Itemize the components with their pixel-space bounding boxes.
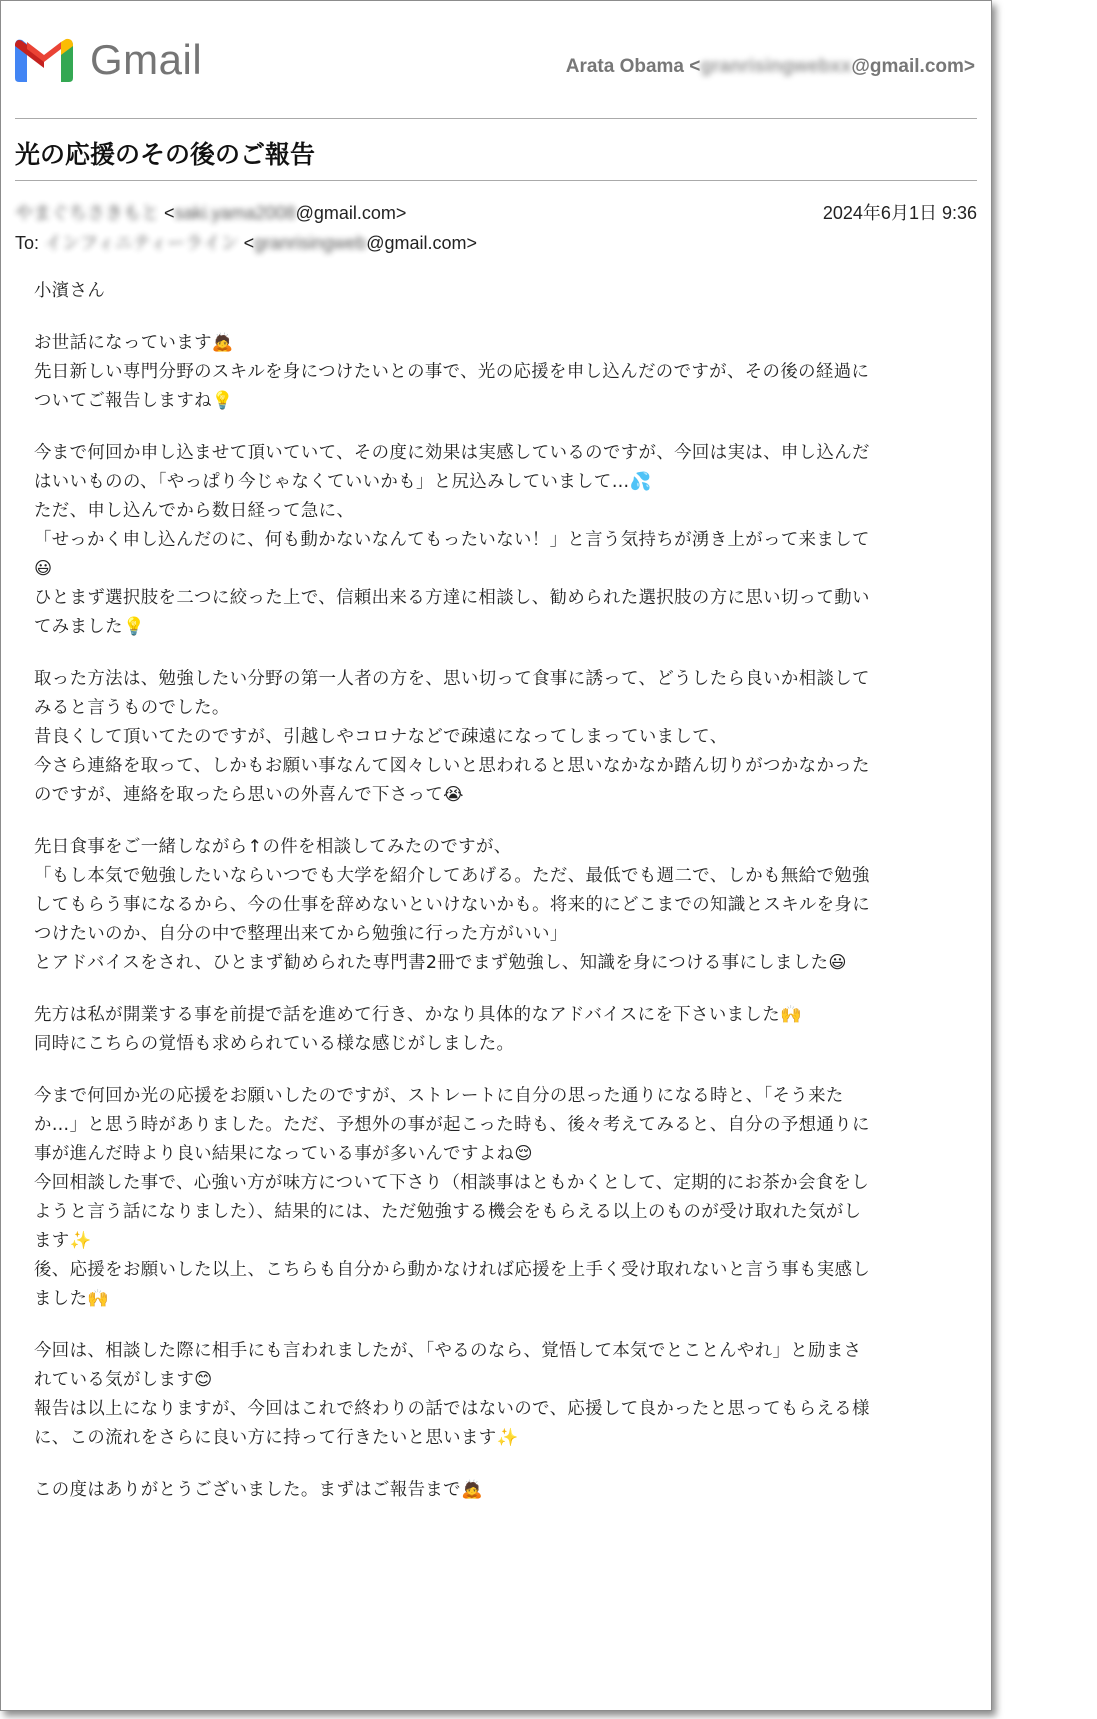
sender-name-redacted: やまぐちさきもと <box>15 203 159 223</box>
account-name: Arata Obama <box>565 56 685 77</box>
recipient-email-domain: @gmail.com> <box>366 233 478 253</box>
body-line: この度はありがとうございました。まずはご報告まで🙇 <box>34 1480 484 1500</box>
body-line: 今まで何回か申し込ませて頂いていて、その度に効果は実感しているのですが、今回は実は、申し込んだ <box>34 443 870 463</box>
body-line: ます✨ <box>34 1231 92 1251</box>
body-line: 今さら連絡を取って、しかもお願い事なんて図々しいと思われると思いなかなか踏ん切りがつかなかった <box>34 756 870 776</box>
body-line: 取った方法は、勉強したい分野の第一人者の方を、思い切って食事に誘って、どうしたら良いか相談して <box>34 669 870 689</box>
body-line: 今回相談した事で、心強い方が味方について下さり（相談事はともかくとして、定期的にお茶か会食をし <box>34 1173 870 1193</box>
body-line: つけたいのか、自分の中で整理出来てから勉強に行った方がいい」 <box>34 924 568 944</box>
body-line: 事が進んだ時より良い結果になっている事が多いんですよね😌 <box>34 1144 533 1164</box>
body-line: れている気がします😊 <box>34 1370 213 1390</box>
body-line: 後、応援をお願いした以上、こちらも自分から動かなければ応援を上手く受け取れないと言う事も実感し <box>34 1260 871 1280</box>
body-line <box>34 810 964 833</box>
body-line: 昔良くして頂いてたのですが、引越しやコロナなどで疎遠になってしまっていまして、 <box>34 727 728 747</box>
body-line: みると言うものでした。 <box>34 698 230 718</box>
body-line: 報告は以上になりますが、今回はこれで終わりの話ではないので、応援して良かったと思ってもらえる様 <box>34 1399 870 1419</box>
body-line <box>34 306 964 329</box>
body-line: 「せっかく申し込んだのに、何も動かないなんてもったいない！」と言う気持ちが湧き上がって来まして <box>34 530 870 550</box>
body-line: 先方は私が開業する事を前提で話を進めて行き、かなり具体的なアドバイスにを下さいました🙌 <box>34 1005 803 1025</box>
body-line: ついてご報告しますね💡 <box>34 391 234 411</box>
body-line: 今回は、相談した際に相手にも言われましたが、「やるのなら、覚悟して本気でとことんやれ」と励まさ <box>34 1341 862 1361</box>
body-line: とアドバイスをされ、ひとまず勧められた専門書2冊でまず勉強し、知識を身につける事にしました😃 <box>34 953 847 973</box>
recipient-email-prefix: < <box>238 233 255 253</box>
body-line <box>34 1453 964 1476</box>
sender-email-redacted: saki.yama2008 <box>174 203 296 223</box>
recipient-line <box>15 229 477 255</box>
body-line: ようと言う話になりました）、結果的には、ただ勉強する機会をもらえる以上のものが受け取れた気がし <box>34 1202 862 1222</box>
body-line <box>34 642 964 665</box>
body-line: ひとまず選択肢を二つに絞った上で、信頼出来る方達に相談し、勧められた選択肢の方に思い切って動い <box>34 588 870 608</box>
sender-line <box>15 199 406 225</box>
body-line <box>34 416 964 439</box>
email-body <box>34 277 964 1505</box>
body-line <box>34 1059 964 1082</box>
divider <box>15 180 977 181</box>
body-line: のですが、連絡を取ったら思いの外喜んで下さって😭 <box>34 785 464 805</box>
account-email-domain: @gmail.com> <box>851 56 975 77</box>
body-line: してもらう事になるから、今の仕事を辞めないといけないかも。将来的にどこまでの知識とスキルを身に <box>34 895 870 915</box>
body-line: 😃 <box>34 559 53 579</box>
body-line: 同時にこちらの覚悟も求められている様な感じがしました。 <box>34 1034 515 1054</box>
body-line: ただ、申し込んでから数日経って急に、 <box>34 501 355 521</box>
body-line: お世話になっています🙇 <box>34 333 234 353</box>
body-line <box>34 1314 964 1337</box>
body-line <box>34 978 964 1001</box>
body-line: てみました💡 <box>34 617 146 637</box>
recipient-email-redacted: granrisingweb <box>254 233 367 253</box>
to-label: To: <box>15 233 40 253</box>
gmail-wordmark: Gmail <box>90 36 203 83</box>
divider <box>15 118 977 119</box>
body-line: ました🙌 <box>34 1289 110 1309</box>
gmail-m-icon <box>15 38 73 82</box>
body-line: 「もし本気で勉強したいならいつでも大学を紹介してあげる。ただ、最低でも週二で、しかも無給で勉強 <box>34 866 870 886</box>
account-header <box>566 56 975 78</box>
recipient-name-redacted: インフィニティーライン <box>44 233 239 253</box>
gmail-logo <box>15 37 202 83</box>
body-line: か…」と思う時がありました。ただ、予想外の事が起こった時も、後々考えてみると、自分の予想通りに <box>34 1115 870 1135</box>
email-date: 2024年6月1日 9:36 <box>822 203 977 223</box>
body-line: 今まで何回か光の応援をお願いしたのですが、ストレートに自分の思った通りになる時と、「そう来た <box>34 1086 844 1106</box>
body-line: はいいものの、「やっぱり今じゃなくていいかも」と尻込みしていまして…💦 <box>34 472 652 492</box>
body-line: 先日新しい専門分野のスキルを身につけたいとの事で、光の応援を申し込んだのですが、その後の経過に <box>34 362 870 382</box>
body-line: 先日食事をご一緒しながら↑の件を相談してみたのですが、 <box>34 837 512 857</box>
sender-email-prefix: < <box>159 203 175 223</box>
account-email-redacted: granrisingwebxx <box>700 56 852 77</box>
email-subject: 光の応援のその後のご報告 <box>15 140 316 169</box>
account-email-prefix: < <box>689 56 701 77</box>
body-line: 小濱さん <box>34 281 106 301</box>
body-line: に、この流れをさらに良い方に持って行きたいと思います✨ <box>34 1428 519 1448</box>
sender-email-domain: @gmail.com> <box>295 203 407 223</box>
